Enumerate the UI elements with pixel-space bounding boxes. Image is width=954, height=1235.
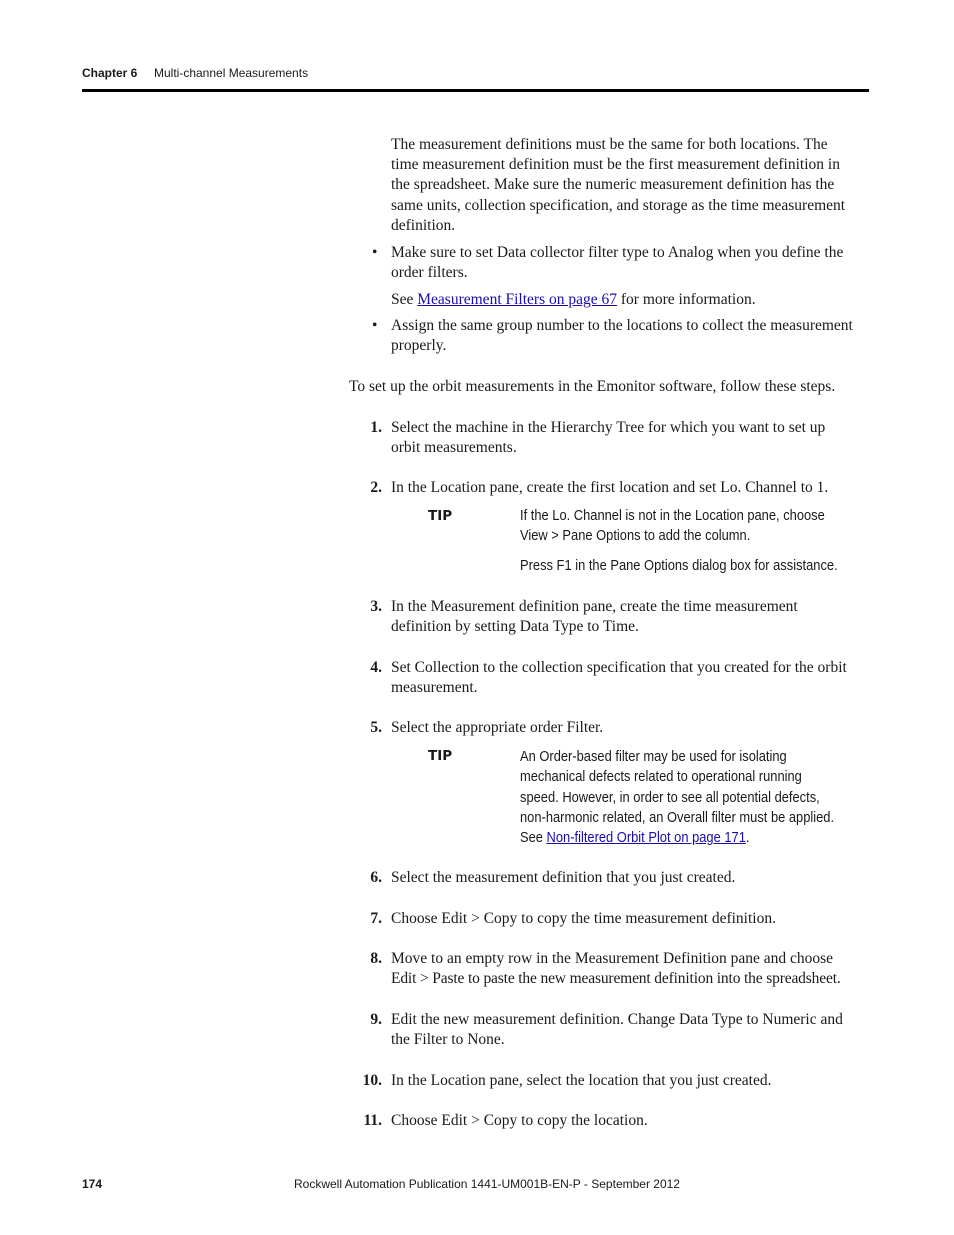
tip-text xyxy=(520,747,873,848)
text-line: In the Measurement definition pane, create the time measurement xyxy=(391,598,798,615)
see-suffix: for more information. xyxy=(617,291,756,308)
text-line: non-harmonic related, an Overall filter must be applied. xyxy=(520,808,835,826)
text-line: Choose Edit > Copy to copy the time measurement definition. xyxy=(391,910,776,927)
bullet-item xyxy=(391,316,876,356)
page-number: 174 xyxy=(82,1177,103,1191)
step-text xyxy=(391,658,876,698)
step-number: 1. xyxy=(370,419,382,436)
step-number: 7. xyxy=(370,910,382,927)
text-line: definition by setting Data Type to Time. xyxy=(391,618,639,636)
see-also-line xyxy=(391,290,876,310)
text-line: mechanical defects related to operational running xyxy=(520,768,802,786)
step-number: 11. xyxy=(363,1112,382,1129)
step-text xyxy=(391,868,876,888)
tip-label: TIP xyxy=(428,748,453,764)
text-line: View > Pane Options to add the column. xyxy=(520,527,751,545)
text-line: Set Collection to the collection specification that you created for the orbit xyxy=(391,659,847,676)
see-suffix: . xyxy=(745,829,750,847)
text-line: Edit the new measurement definition. Change Data Type to Numeric and xyxy=(391,1011,843,1028)
tip-text xyxy=(520,506,873,547)
tip-text: Press F1 in the Pane Options dialog box for assistance. xyxy=(520,557,838,574)
step-number: 5. xyxy=(370,719,382,736)
step-text xyxy=(391,597,876,637)
step-number: 6. xyxy=(370,869,382,886)
publication-info: Rockwell Automation Publication 1441-UM001B-EN-P - September 2012 xyxy=(294,1177,680,1191)
step-text xyxy=(391,718,876,738)
text-line: Edit > Paste to paste the new measurement definition into the spreadsheet. xyxy=(391,970,841,988)
text-line: measurement. xyxy=(391,679,478,697)
text-line: definition. xyxy=(391,216,456,234)
text-line: Move to an empty row in the Measurement Definition pane and choose xyxy=(391,950,834,967)
step-number: 8. xyxy=(370,950,382,967)
text-line: An Order-based filter may be used for isolating xyxy=(520,748,787,765)
bullet-marker: • xyxy=(372,317,378,334)
step-number: 10. xyxy=(362,1072,382,1089)
step-text xyxy=(391,909,876,929)
text-line: properly. xyxy=(391,337,447,355)
bullet-item xyxy=(391,243,876,283)
text-line: Make sure to set Data collector filter type to Analog when you define the xyxy=(391,244,844,261)
text-line: Select the appropriate order Filter. xyxy=(391,719,604,736)
chapter-label: Chapter 6 xyxy=(82,66,138,80)
header-rule xyxy=(82,89,869,92)
tip-label: TIP xyxy=(428,508,453,524)
text-line: Select the measurement definition that you just created. xyxy=(391,869,736,886)
step-text xyxy=(391,1071,876,1091)
text-line: order filters. xyxy=(391,264,468,282)
chapter-title: Multi-channel Measurements xyxy=(154,66,309,80)
step-text xyxy=(391,1010,876,1050)
step-number: 4. xyxy=(370,659,382,676)
text-line: The measurement definitions must be the same for both locations. The xyxy=(391,136,828,153)
text-line: time measurement definition must be the first measurement definition in xyxy=(391,156,840,174)
non-filtered-orbit-plot-link[interactable]: Non-filtered Orbit Plot on page 171 xyxy=(546,829,746,847)
text-line: orbit measurements. xyxy=(391,439,517,457)
text-line: the Filter to None. xyxy=(391,1031,505,1049)
bullet-marker: • xyxy=(372,244,378,261)
see-prefix: See xyxy=(391,291,418,308)
step-text xyxy=(391,418,876,458)
step-text xyxy=(391,1111,876,1131)
text-line: Assign the same group number to the locations to collect the measurement xyxy=(391,317,853,334)
step-text xyxy=(391,949,891,989)
step-text xyxy=(391,478,876,498)
steps-lead: To set up the orbit measurements in the Emonitor software, follow these steps. xyxy=(349,378,836,395)
text-line: speed. However, in order to see all potential defects, xyxy=(520,788,820,806)
intro-paragraph xyxy=(391,135,876,236)
text-line: Choose Edit > Copy to copy the location. xyxy=(391,1112,648,1129)
text-line xyxy=(520,828,873,848)
text-line: In the Location pane, select the location that you just created. xyxy=(391,1072,772,1089)
text-line: If the Lo. Channel is not in the Location pane, choose xyxy=(520,507,825,524)
step-number: 3. xyxy=(370,598,382,615)
text-line: the spreadsheet. Make sure the numeric measurement definition has the xyxy=(391,176,835,194)
step-number: 9. xyxy=(370,1011,382,1028)
text-line: Select the machine in the Hierarchy Tree for which you want to set up xyxy=(391,419,826,436)
text-line: same units, collection specification, and storage as the time measurement xyxy=(391,196,846,214)
see-prefix: See xyxy=(520,829,547,847)
step-number: 2. xyxy=(370,479,382,496)
measurement-filters-link[interactable]: Measurement Filters on page 67 xyxy=(417,291,617,308)
text-line: In the Location pane, create the first location and set Lo. Channel to 1. xyxy=(391,479,829,496)
